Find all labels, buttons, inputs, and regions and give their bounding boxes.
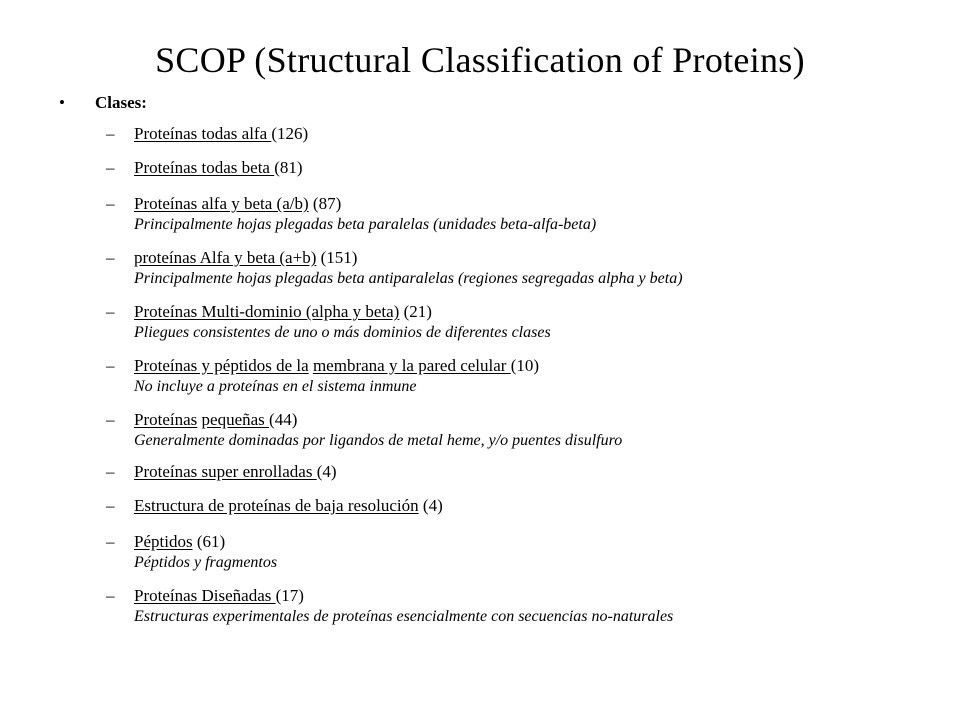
class-link[interactable]: Proteínas super enrolladas [134, 462, 317, 481]
class-link[interactable]: proteínas Alfa y beta (a+b) [134, 248, 317, 267]
class-item [106, 192, 936, 234]
dash-marker: – [106, 532, 115, 551]
dash-marker: – [106, 158, 115, 177]
class-count: (17) [275, 586, 304, 605]
class-count: (44) [269, 410, 298, 429]
class-link[interactable]: membrana y la pared celular [312, 356, 511, 375]
dash-marker: – [106, 124, 115, 143]
class-count: (4) [316, 462, 337, 481]
slide-title: SCOP (Structural Classification of Proteins) [155, 40, 805, 80]
class-link[interactable]: pequeñas [201, 410, 270, 429]
class-link[interactable]: Estructura de proteínas de baja resolución [134, 496, 419, 515]
class-link[interactable]: Proteínas alfa y beta (a/b) [134, 194, 309, 213]
class-item-title [134, 300, 936, 324]
class-item-title [134, 408, 936, 432]
class-item-description: Péptidos y fragmentos [134, 554, 278, 571]
class-item [106, 408, 936, 450]
class-item [106, 584, 936, 626]
class-item-description: Pliegues consistentes de uno o más dominios de diferentes clases [134, 324, 551, 341]
dash-marker: – [106, 302, 115, 321]
class-item-title [134, 246, 936, 270]
class-item-description: Principalmente hojas plegadas beta paralelas (unidades beta-alfa-beta) [134, 216, 597, 233]
class-item-title [134, 192, 936, 216]
bullet-heading [59, 92, 147, 114]
class-item [106, 246, 936, 288]
class-item-title [134, 460, 936, 484]
class-item-title [134, 156, 936, 180]
class-item [106, 122, 936, 146]
dash-marker: – [106, 496, 115, 515]
class-item-title [134, 584, 936, 608]
class-link[interactable]: Proteínas todas beta [134, 158, 275, 177]
dash-marker: – [106, 410, 115, 429]
class-item-title [134, 494, 936, 518]
class-count: (151) [316, 248, 358, 267]
class-count: (81) [274, 158, 303, 177]
class-item-description: Principalmente hojas plegadas beta antiparalelas (regiones segregadas alpha y beta) [134, 270, 683, 287]
bullet-label: Clases: [95, 93, 147, 112]
class-link[interactable]: Péptidos [134, 532, 193, 551]
class-count: (4) [418, 496, 443, 515]
class-count: (126) [271, 124, 309, 143]
class-item [106, 460, 936, 484]
class-item-description: Estructuras experimentales de proteínas esencialmente con secuencias no-naturales [134, 608, 674, 625]
class-count: (10) [510, 356, 540, 375]
dash-marker: – [106, 586, 115, 605]
class-item [106, 156, 936, 180]
class-item-title [134, 354, 936, 378]
class-count: (21) [399, 302, 432, 321]
class-count: (87) [308, 194, 342, 213]
dash-marker: – [106, 194, 115, 213]
class-item-description: Generalmente dominadas por ligandos de metal heme, y/o puentes disulfuro [134, 432, 623, 449]
bullet-marker: • [59, 93, 65, 112]
class-link[interactable]: Proteínas Diseñadas [134, 586, 276, 605]
class-link[interactable]: Proteínas todas alfa [134, 124, 272, 143]
class-item [106, 354, 936, 396]
dash-marker: – [106, 356, 115, 375]
dash-marker: – [106, 248, 115, 267]
class-item [106, 530, 936, 572]
class-list [106, 122, 936, 626]
class-link[interactable]: Proteínas Multi-dominio (alpha y beta) [134, 302, 400, 321]
class-item-title [134, 530, 936, 554]
class-count: (61) [192, 532, 226, 551]
class-item [106, 300, 936, 342]
class-item [106, 494, 936, 518]
class-item-description: No incluye a proteínas en el sistema inmune [134, 378, 417, 395]
class-item-title [134, 122, 936, 146]
class-link[interactable]: Proteínas y péptidos de la [134, 356, 309, 375]
dash-marker: – [106, 462, 115, 481]
class-link[interactable]: Proteínas [134, 410, 198, 429]
